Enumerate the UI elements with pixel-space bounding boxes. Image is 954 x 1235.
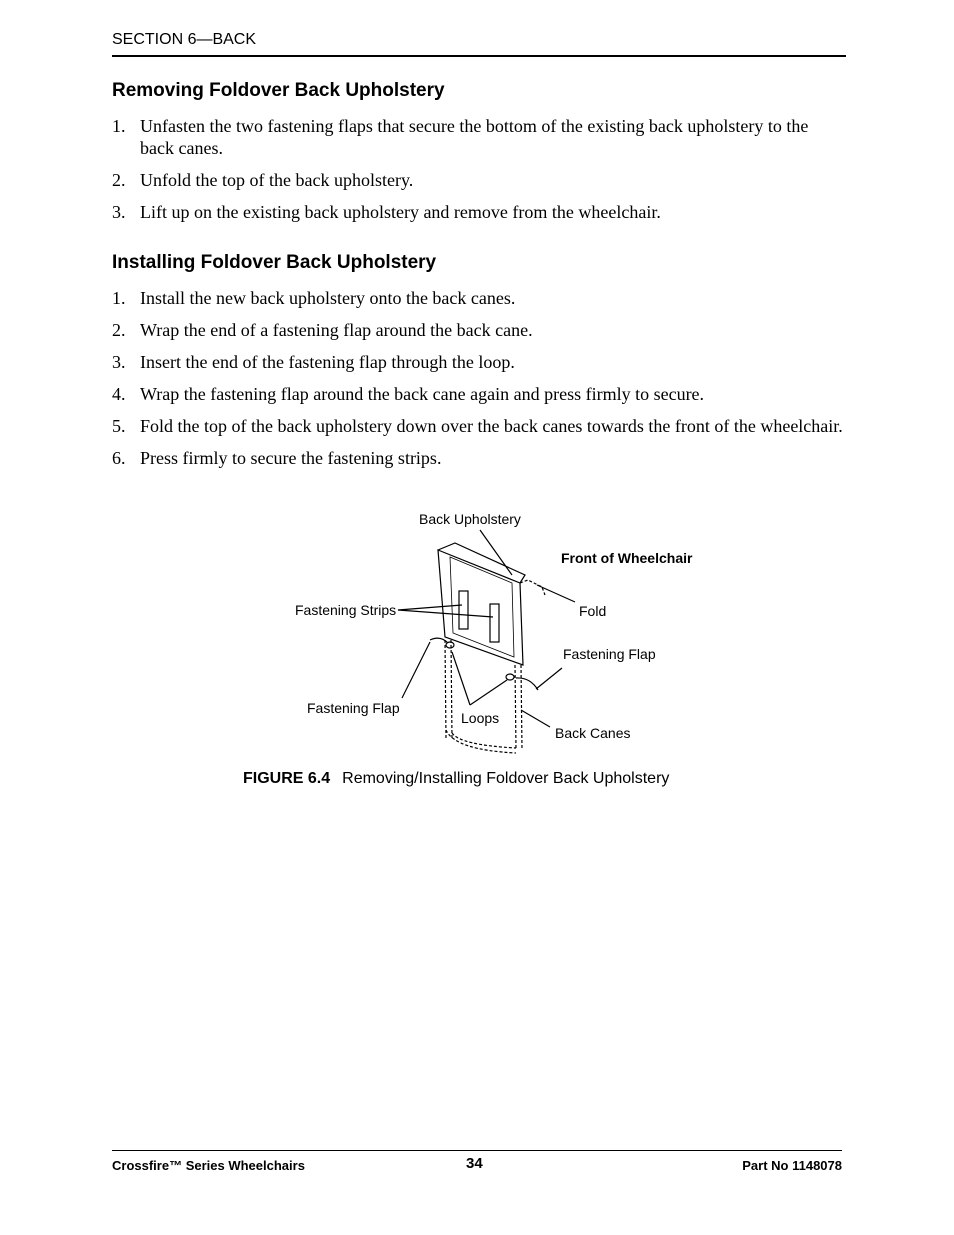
footer-part-number: Part No 1148078 <box>742 1158 842 1173</box>
list-item: 3. Insert the end of the fastening flap through the loop. <box>112 352 515 372</box>
label-loops: Loops <box>461 710 500 726</box>
installing-steps <box>112 287 844 479</box>
list-item: 5. Fold the top of the back upholstery down over the back canes towards the front of the wheelchair. <box>112 416 843 436</box>
footer-rule <box>112 1150 842 1151</box>
removing-heading: Removing Foldover Back Upholstery <box>112 80 445 101</box>
label-fastening-flap-right: Fastening Flap <box>563 646 656 662</box>
figure-number: FIGURE 6.4 <box>243 770 331 787</box>
list-item: 2. Wrap the end of a fastening flap around the back cane. <box>112 320 533 340</box>
list-item: 3. Lift up on the existing back upholstery and remove from the wheelchair. <box>112 202 661 222</box>
list-item: 2. Unfold the top of the back upholstery. <box>112 170 414 190</box>
label-fastening-flap-left: Fastening Flap <box>307 700 400 716</box>
label-front-of-wheelchair: Front of Wheelchair <box>561 550 693 566</box>
removing-steps <box>112 115 844 233</box>
installing-heading: Installing Foldover Back Upholstery <box>112 252 437 273</box>
label-fold: Fold <box>579 603 607 619</box>
upholstery-illustration <box>280 505 720 760</box>
page-number: 34 <box>466 1155 483 1172</box>
header-rule <box>112 55 846 57</box>
section-header: SECTION 6—BACK <box>112 31 257 48</box>
list-item: 4. Wrap the fastening flap around the back cane again and press firmly to secure. <box>112 384 705 404</box>
upholstery-figure <box>280 505 720 760</box>
figure-caption-text: Removing/Installing Foldover Back Upholstery <box>342 770 670 787</box>
figure-caption <box>243 770 669 788</box>
list-item: 1. Unfasten the two fastening flaps that secure the bottom of the existing back upholstery to the back canes. <box>112 116 809 158</box>
label-back-upholstery: Back Upholstery <box>419 511 521 527</box>
list-item: 6. Press firmly to secure the fastening strips. <box>112 448 442 468</box>
label-fastening-strips: Fastening Strips <box>295 602 397 618</box>
label-back-canes: Back Canes <box>555 725 631 741</box>
footer-product: Crossfire™ Series Wheelchairs <box>112 1158 305 1173</box>
list-item: 1. Install the new back upholstery onto the back canes. <box>112 288 516 308</box>
